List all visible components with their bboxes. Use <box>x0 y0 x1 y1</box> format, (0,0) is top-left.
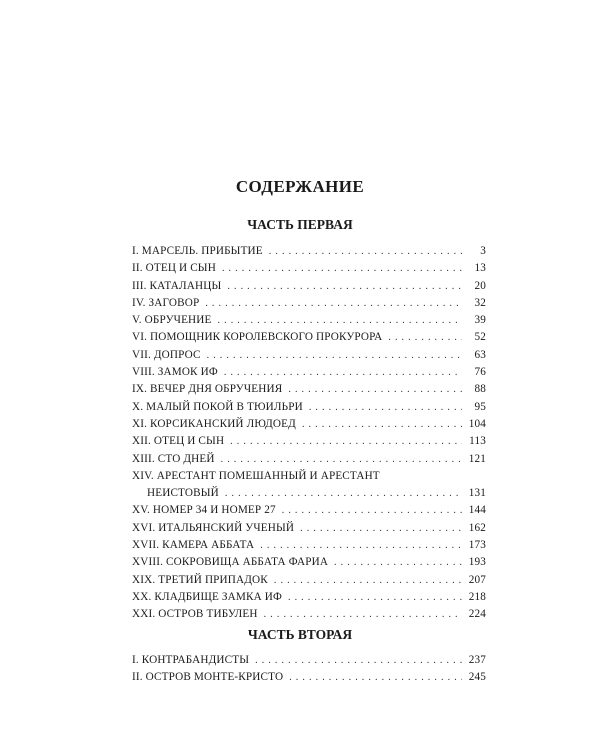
page-title: СОДЕРЖАНИЕ <box>235 177 365 196</box>
toc-entry-title: XX. КЛАДБИЩЕ ЗАМКА ИФ <box>132 590 282 603</box>
toc-entry-page-number: 20 <box>474 279 486 292</box>
dot-leader <box>300 520 462 537</box>
toc-entry <box>132 312 486 329</box>
toc-entry <box>132 399 486 416</box>
dot-leader <box>289 669 462 686</box>
toc-entry <box>132 502 486 519</box>
toc-entry-page-number: 162 <box>468 521 486 534</box>
dot-leader <box>218 312 463 329</box>
dot-leader <box>302 416 462 433</box>
toc-entry-page-number: 39 <box>474 314 486 327</box>
toc-entry-page-number: 173 <box>468 539 486 552</box>
toc-entry <box>132 652 486 669</box>
toc-entry-title: I. КОНТРАБАНДИСТЫ <box>132 654 250 666</box>
toc-entry <box>132 243 486 260</box>
toc-entry-title: V. ОБРУЧЕНИЕ <box>132 314 212 327</box>
dot-leader <box>225 485 462 502</box>
dot-leader <box>288 589 462 606</box>
toc-entry-title: I. МАРСЕЛЬ. ПРИБЫТИЕ <box>132 245 263 257</box>
part-heading: ЧАСТЬ ПЕРВАЯ <box>247 217 353 232</box>
dot-leader <box>274 572 462 589</box>
toc-entry-title: VI. ПОМОЩНИК КОРОЛЕВСКОГО ПРОКУРОРА <box>132 331 383 344</box>
toc-entry <box>132 433 486 450</box>
toc-entry-title: XII. ОТЕЦ И СЫН <box>132 435 225 448</box>
dot-leader <box>264 606 462 623</box>
toc-entry-page-number: 121 <box>468 452 486 465</box>
dot-leader <box>221 451 462 468</box>
toc-entry-title: XIII. СТО ДНЕЙ <box>132 452 215 465</box>
toc-entry-page-number: 3 <box>480 245 486 257</box>
toc-entry-page-number: 144 <box>468 504 486 517</box>
dot-leader <box>255 652 462 669</box>
toc-entry-page-number: 52 <box>474 331 486 344</box>
dot-leader <box>309 399 462 416</box>
toc-entry <box>132 468 486 503</box>
toc-entry <box>132 278 486 295</box>
toc-entry-page-number: 63 <box>474 348 486 361</box>
toc-entry-page-number: 13 <box>474 262 486 275</box>
dot-leader <box>334 554 462 571</box>
toc-entry-page-number: 32 <box>474 296 486 309</box>
toc-entry-page-number: 218 <box>468 590 486 603</box>
toc-entry-page-number: 207 <box>468 573 486 586</box>
toc-entry <box>132 537 486 554</box>
toc-entry-page-number: 224 <box>468 608 486 621</box>
toc-entry <box>132 416 486 433</box>
toc-entry-title: II. ОТЕЦ И СЫН <box>132 262 216 275</box>
toc-entry <box>132 451 486 468</box>
dot-leader <box>207 347 462 364</box>
toc-entry-page-number: 245 <box>468 671 486 684</box>
toc-entry-page-number: 95 <box>474 400 486 413</box>
toc-entry <box>132 295 486 312</box>
toc-entry <box>132 572 486 589</box>
toc-entry-title: VIII. ЗАМОК ИФ <box>132 366 218 379</box>
toc-entry-title: II. ОСТРОВ МОНТЕ-КРИСТО <box>132 671 284 684</box>
toc-entry-page-number: 113 <box>469 435 486 448</box>
toc-entry <box>132 381 486 398</box>
toc-entry-page-number: 193 <box>468 556 486 569</box>
toc-entry-page-number: 131 <box>468 487 486 500</box>
toc-entry <box>132 606 486 623</box>
toc-entry <box>132 364 486 381</box>
dot-leader <box>227 278 462 295</box>
toc-entry-title: XVII. КАМЕРА АББАТА <box>132 539 255 552</box>
dot-leader <box>288 381 462 398</box>
toc-entry <box>132 669 486 686</box>
toc-entry-page-number: 76 <box>474 366 486 379</box>
toc-entry-title: НЕИСТОВЫЙ <box>147 487 219 500</box>
toc-entry-title: X. МАЛЫЙ ПОКОЙ В ТЮИЛЬРИ <box>132 400 303 413</box>
toc-entry-title: III. КАТАЛАНЦЫ <box>132 279 222 292</box>
dot-leader <box>388 329 462 346</box>
toc-entry-title: XVI. ИТАЛЬЯНСКИЙ УЧЕНЫЙ <box>132 521 295 534</box>
toc-entry-title: XI. КОРСИКАНСКИЙ ЛЮДОЕД <box>132 417 296 430</box>
toc-entry-title: IX. ВЕЧЕР ДНЯ ОБРУЧЕНИЯ <box>132 383 283 396</box>
toc-entry-title: XXI. ОСТРОВ ТИБУЛЕН <box>132 608 258 621</box>
toc-entry-page-number: 237 <box>468 654 486 666</box>
toc-entry <box>132 347 486 364</box>
dot-leader <box>230 433 462 450</box>
toc-entry <box>132 520 486 537</box>
toc-entry <box>132 260 486 277</box>
toc-entry-title: XVIII. СОКРОВИЩА АББАТА ФАРИА <box>132 556 329 569</box>
toc-entry <box>132 589 486 606</box>
toc-entry-title: IV. ЗАГОВОР <box>132 296 200 309</box>
toc-entry-page-number: 104 <box>468 417 486 430</box>
toc-entry-title: XIX. ТРЕТИЙ ПРИПАДОК <box>132 573 268 586</box>
dot-leader <box>205 295 462 312</box>
dot-leader <box>224 364 462 381</box>
dot-leader <box>282 502 462 519</box>
dot-leader <box>269 243 462 260</box>
toc-entry <box>132 554 486 571</box>
part-heading: ЧАСТЬ ВТОРАЯ <box>247 627 353 642</box>
dot-leader <box>260 537 462 554</box>
toc-entry-page-number: 88 <box>474 383 486 396</box>
toc-list <box>132 652 486 687</box>
toc-entry-title: XIV. АРЕСТАНТ ПОМЕШАННЫЙ И АРЕСТАНТ <box>132 469 380 482</box>
toc-entry-title: XV. НОМЕР 34 И НОМЕР 27 <box>132 504 276 517</box>
toc-entry <box>132 329 486 346</box>
toc-list <box>132 243 486 624</box>
toc-entry-title: VII. ДОПРОС <box>132 348 201 361</box>
dot-leader <box>222 260 462 277</box>
